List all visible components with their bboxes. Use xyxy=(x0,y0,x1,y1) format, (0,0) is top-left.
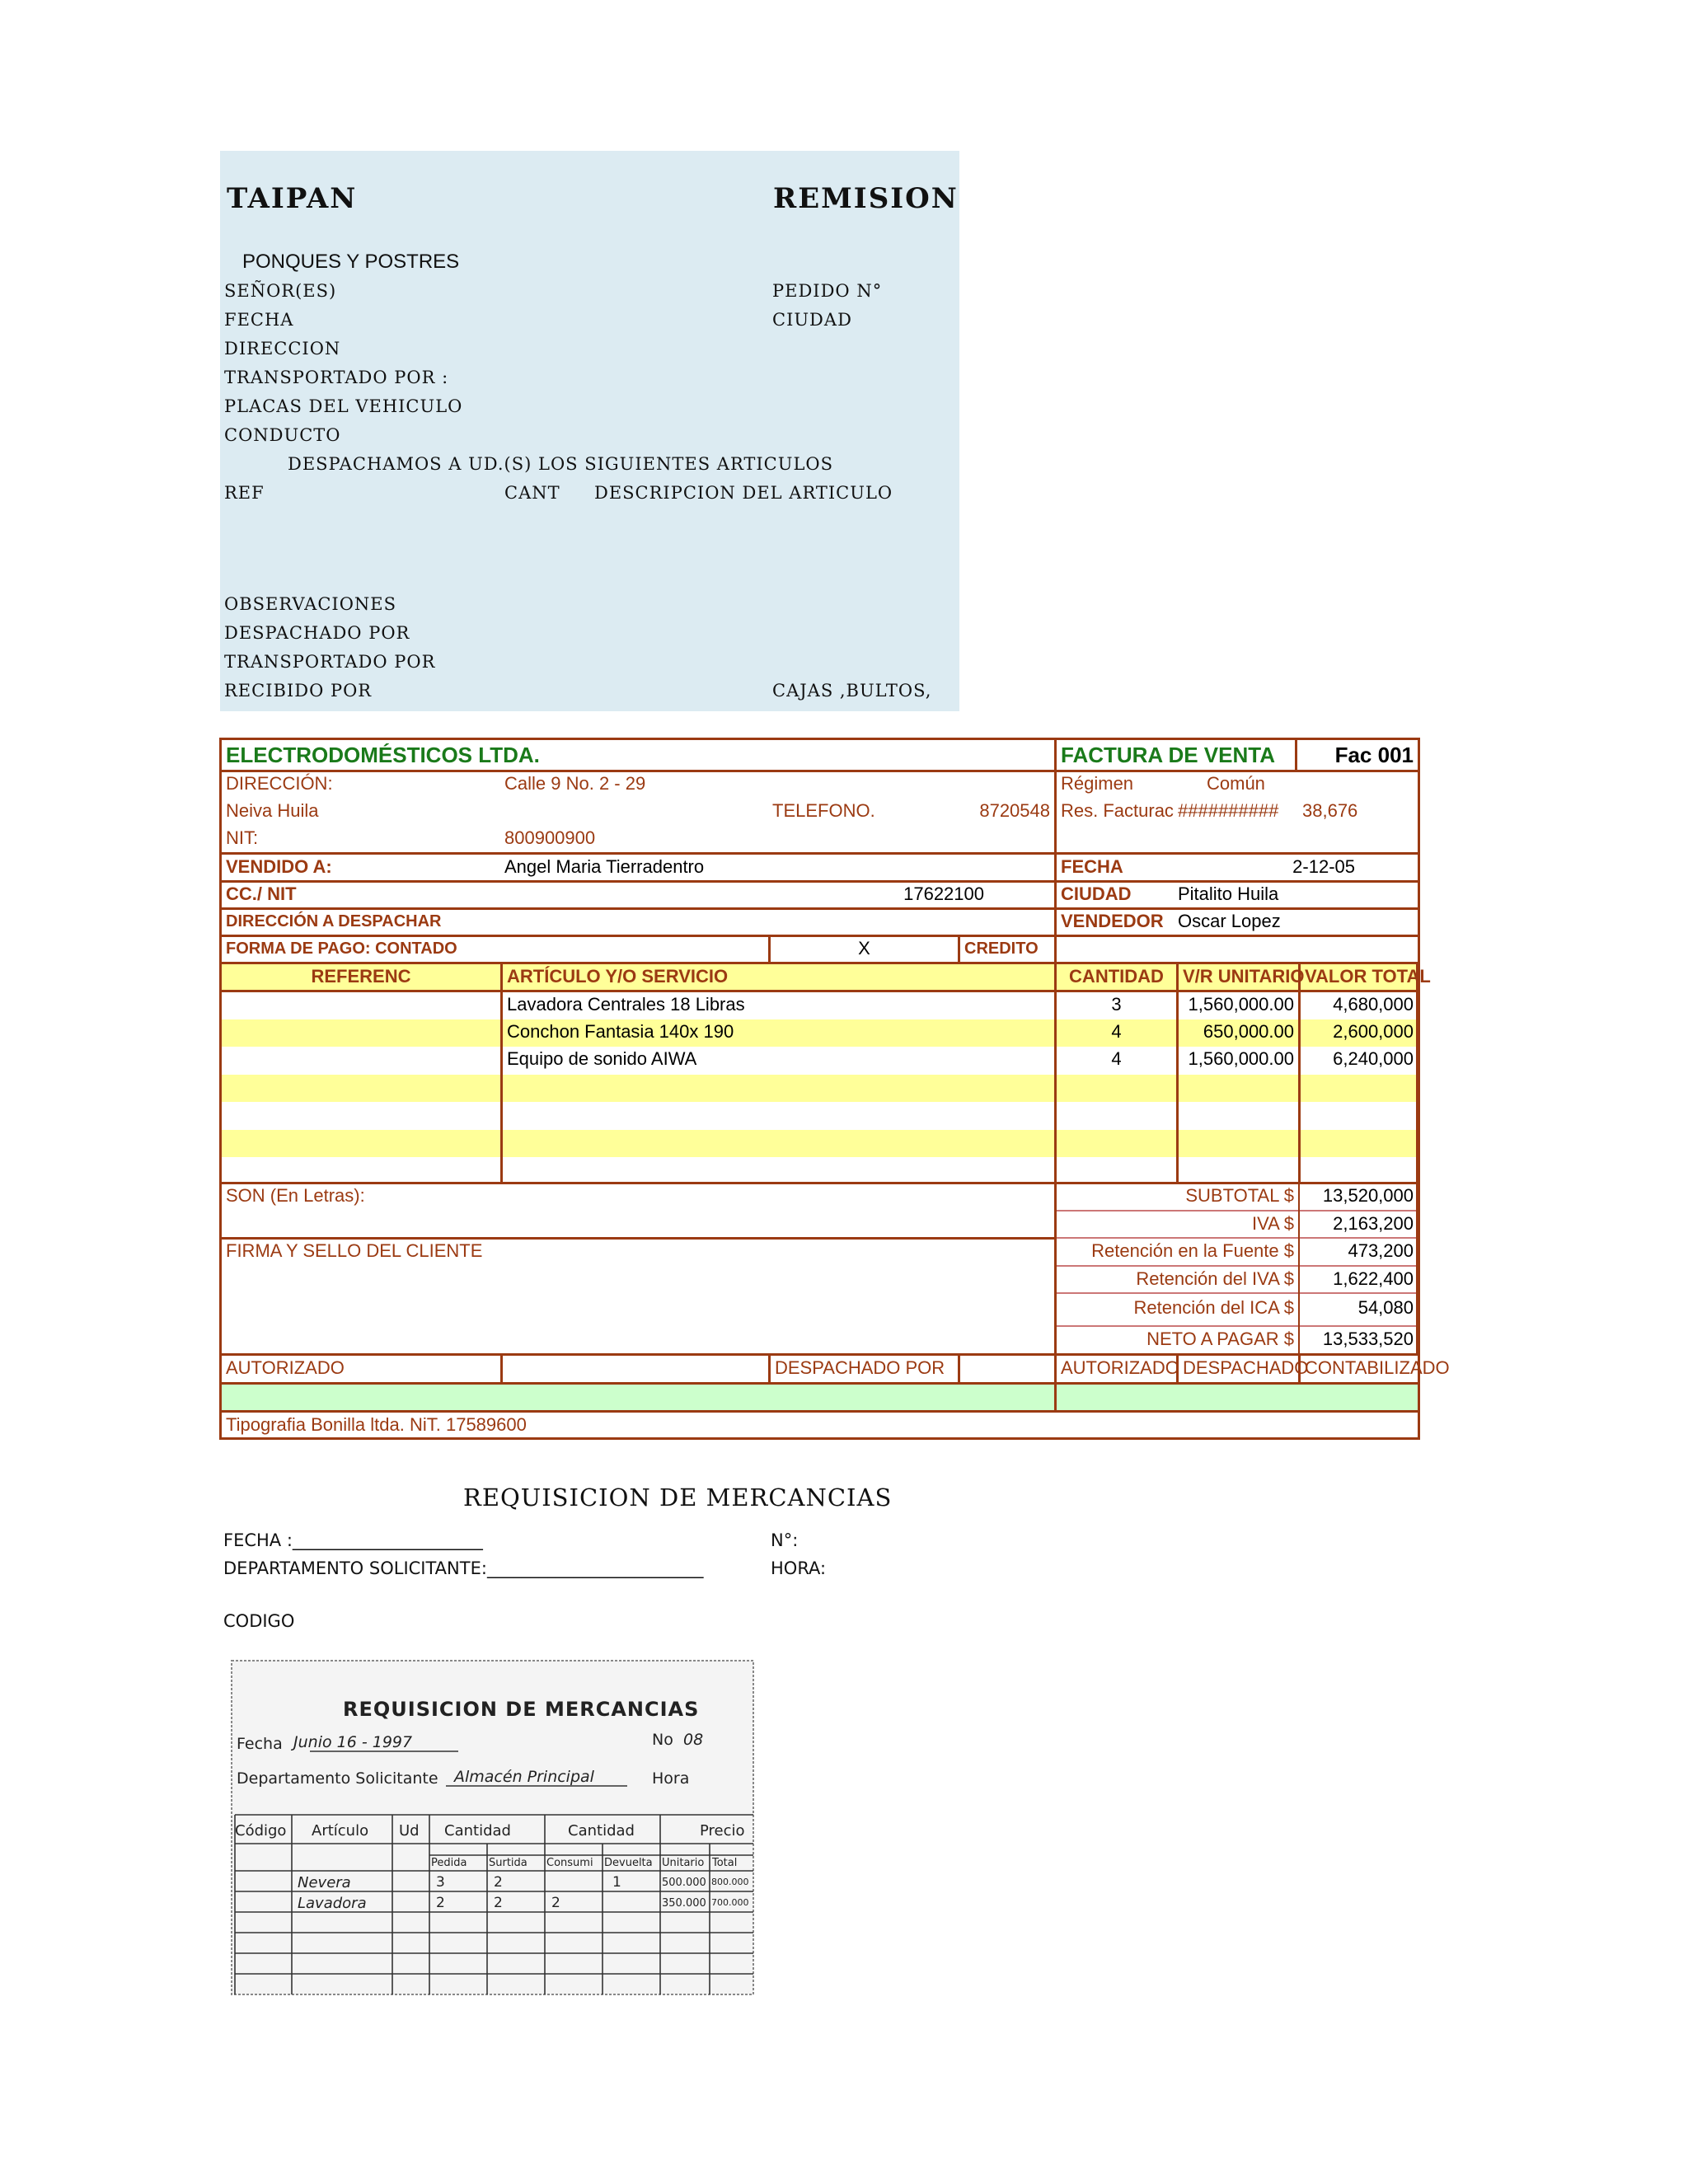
item-total: 2,600,000 xyxy=(1333,1021,1414,1042)
vendedor-value: Oscar Lopez xyxy=(1178,911,1281,931)
printer-footer: Tipografia Bonilla ltda. NiT. 17589600 xyxy=(226,1414,527,1435)
telefono-label: TELEFONO. xyxy=(772,800,875,821)
remision-form xyxy=(220,151,959,711)
scan-col-ud: Ud xyxy=(399,1822,420,1840)
scan-surtida: 2 xyxy=(494,1874,503,1891)
reteica-value: 54,080 xyxy=(1357,1297,1414,1318)
subtotal-label: SUBTOTAL $ xyxy=(1185,1185,1294,1206)
scan-title: REQUISICION DE MERCANCIAS xyxy=(343,1698,700,1721)
retefuente-value: 473,200 xyxy=(1348,1240,1414,1261)
col-cant: CANT xyxy=(504,483,560,503)
res-label: Res. Facturac xyxy=(1061,800,1174,821)
remision-subtitle: PONQUES Y POSTRES xyxy=(242,251,460,273)
credito-label: CREDITO xyxy=(964,940,1039,958)
contado-mark: X xyxy=(858,938,870,958)
col-total: VALOR TOTAL xyxy=(1305,966,1431,987)
invoice-form xyxy=(219,738,1450,1440)
scan-no-value: 08 xyxy=(683,1731,704,1749)
item-unitario: 1,560,000.00 xyxy=(1188,994,1294,1015)
scan-consumi: 2 xyxy=(551,1895,560,1911)
neto-value: 13,533,520 xyxy=(1322,1329,1414,1349)
col-referencia: REFERENC xyxy=(311,966,411,987)
scan-sub-consumi: Consumi xyxy=(546,1857,593,1869)
scan-devuelta: 1 xyxy=(612,1874,621,1891)
label-transportado-por: TRANSPORTADO POR xyxy=(224,652,436,672)
col-desc: DESCRIPCION DEL ARTICULO xyxy=(594,483,893,503)
scan-col-cantidad: Cantidad xyxy=(444,1822,511,1840)
req-codigo-label: CODIGO xyxy=(223,1611,295,1631)
scan-hora-label: Hora xyxy=(652,1769,690,1788)
forma-pago-label: FORMA DE PAGO: CONTADO xyxy=(226,940,457,958)
label-transportado: TRANSPORTADO POR : xyxy=(224,368,449,387)
dir-despachar-label: DIRECCIÓN A DESPACHAR xyxy=(226,912,442,930)
col-cantidad: CANTIDAD xyxy=(1069,966,1164,987)
ccnit-label: CC./ NIT xyxy=(226,883,297,904)
iva-label: IVA $ xyxy=(1252,1213,1294,1234)
retefuente-label: Retención en la Fuente $ xyxy=(1091,1240,1294,1261)
item-total: 4,680,000 xyxy=(1333,994,1414,1015)
scan-articulo: Nevera xyxy=(298,1874,351,1891)
label-conducto: CONDUCTO xyxy=(224,425,341,445)
req-numero-label: N°: xyxy=(771,1530,799,1550)
item-unitario: 1,560,000.00 xyxy=(1188,1048,1294,1069)
scan-depto-value: Almacén Principal xyxy=(454,1768,594,1786)
scan-sub-pedida: Pedida xyxy=(431,1857,467,1869)
label-recibido: RECIBIDO POR xyxy=(224,681,373,701)
dispatch-text: DESPACHAMOS A UD.(S) LOS SIGUIENTES ARTICULOS xyxy=(288,454,833,474)
label-despachado: DESPACHADO POR xyxy=(224,623,410,643)
bottom-autorizado: AUTORIZADO xyxy=(1061,1357,1179,1378)
ciudad-value: Pitalito Huila xyxy=(1178,883,1279,904)
firma-label: FIRMA Y SELLO DEL CLIENTE xyxy=(226,1240,483,1261)
scan-depto-label: Departamento Solicitante xyxy=(237,1769,438,1788)
scan-surtida: 2 xyxy=(494,1895,503,1911)
bottom-contabilizado: CONTABILIZADO xyxy=(1305,1357,1450,1378)
label-observaciones: OBSERVACIONES xyxy=(224,594,397,614)
green-row-bg xyxy=(222,1383,1418,1410)
nit-value: 800900900 xyxy=(504,827,596,848)
remision-company: TAIPAN xyxy=(227,182,358,215)
item-unitario: 650,000.00 xyxy=(1203,1021,1294,1042)
item-cantidad: 4 xyxy=(1111,1021,1122,1042)
scan-col-codigo: Código xyxy=(235,1822,287,1840)
invoice-company: ELECTRODOMÉSTICOS LTDA. xyxy=(226,743,540,767)
ciudad-label: CIUDAD xyxy=(1061,883,1132,904)
remision-title: REMISION xyxy=(773,182,959,215)
city-value: Neiva Huila xyxy=(226,800,319,821)
fecha-label: FECHA xyxy=(1061,856,1123,877)
scan-unitario: 500.000 xyxy=(662,1877,706,1889)
item-articulo: Lavadora Centrales 18 Libras xyxy=(507,994,745,1015)
label-pedido: PEDIDO N° xyxy=(772,281,883,301)
scan-pedida: 3 xyxy=(436,1874,445,1891)
stripe-row-bg xyxy=(222,1130,1418,1157)
label-fecha: FECHA xyxy=(224,310,294,330)
iva-value: 2,163,200 xyxy=(1333,1213,1414,1234)
item-articulo: Equipo de sonido AIWA xyxy=(507,1048,697,1069)
subtotal-value: 13,520,000 xyxy=(1322,1185,1414,1206)
label-ciudad: CIUDAD xyxy=(772,310,852,330)
req-depto-label: DEPARTAMENTO SOLICITANTE: xyxy=(223,1558,487,1578)
req-fecha xyxy=(223,1530,483,1550)
reteiva-label: Retención del IVA $ xyxy=(1136,1268,1294,1289)
scan-total: 700.000 xyxy=(711,1897,749,1908)
scan-fecha-value: Junio 16 - 1997 xyxy=(293,1733,413,1751)
neto-label: NETO A PAGAR $ xyxy=(1146,1329,1294,1349)
regimen-value: Común xyxy=(1207,773,1265,794)
scan-unitario: 350.000 xyxy=(662,1897,706,1910)
vendedor-label: VENDEDOR xyxy=(1061,911,1164,931)
reteica-label: Retención del ICA $ xyxy=(1133,1297,1294,1318)
col-unitario: V/R UNITARIO xyxy=(1183,966,1305,987)
vendido-label: VENDIDO A: xyxy=(226,856,332,877)
scan-col-cantidad-2: Cantidad xyxy=(568,1822,635,1840)
item-cantidad: 3 xyxy=(1111,994,1122,1015)
scanned-requisition-image xyxy=(232,1661,753,1994)
label-senores: SEÑOR(ES) xyxy=(224,281,337,301)
label-direccion: DIRECCION xyxy=(224,339,341,359)
scan-sub-devuelta: Devuelta xyxy=(604,1857,653,1869)
scan-fecha-label: Fecha xyxy=(237,1735,283,1753)
scan-sub-unitario: Unitario xyxy=(662,1857,705,1869)
req-depto-line: _________________________ xyxy=(486,1558,704,1578)
scan-no-label: No xyxy=(652,1731,673,1749)
req-fecha-line: ______________________ xyxy=(292,1530,483,1550)
direccion-value: Calle 9 No. 2 - 29 xyxy=(504,773,646,794)
res-hash: ########## xyxy=(1178,800,1279,821)
scan-total: 800.000 xyxy=(711,1877,749,1887)
bottom-despachado: DESPACHADO xyxy=(1183,1357,1309,1378)
nit-label: NIT: xyxy=(226,827,259,848)
requisicion-title: REQUISICION DE MERCANCIAS xyxy=(463,1483,893,1511)
item-articulo: Conchon Fantasia 140x 190 xyxy=(507,1021,734,1042)
scan-col-articulo: Artículo xyxy=(312,1822,369,1840)
ccnit-value: 17622100 xyxy=(903,883,984,904)
col-ref: REF xyxy=(224,483,265,503)
scan-sub-surtida: Surtida xyxy=(489,1857,528,1869)
res-value: 38,676 xyxy=(1302,800,1358,821)
scan-pedida: 2 xyxy=(436,1895,445,1911)
label-cajas: CAJAS ,BULTOS, xyxy=(772,681,932,701)
stripe-row-bg xyxy=(222,1075,1418,1102)
invoice-number: Fac 001 xyxy=(1334,743,1414,767)
son-label: SON (En Letras): xyxy=(226,1185,365,1206)
req-fecha-label: FECHA : xyxy=(223,1530,293,1550)
item-cantidad: 4 xyxy=(1111,1048,1122,1069)
scan-articulo: Lavadora xyxy=(298,1895,367,1912)
telefono-value: 8720548 xyxy=(979,800,1050,821)
reteiva-value: 1,622,400 xyxy=(1333,1268,1414,1289)
item-total: 6,240,000 xyxy=(1333,1048,1414,1069)
despachado-label: DESPACHADO POR xyxy=(775,1357,945,1378)
autorizado-label: AUTORIZADO xyxy=(226,1357,345,1378)
req-hora-label: HORA: xyxy=(771,1558,827,1578)
label-placas: PLACAS DEL VEHICULO xyxy=(224,396,463,416)
vendido-value: Angel Maria Tierradentro xyxy=(504,856,705,877)
req-depto xyxy=(223,1558,703,1578)
scan-col-precio: Precio xyxy=(700,1822,745,1840)
scan-sub-total: Total xyxy=(712,1857,738,1869)
invoice-title: FACTURA DE VENTA xyxy=(1061,743,1275,767)
col-articulo: ARTÍCULO Y/O SERVICIO xyxy=(507,966,729,987)
regimen-label: Régimen xyxy=(1061,773,1134,794)
direccion-label: DIRECCIÓN: xyxy=(226,773,333,794)
fecha-value: 2-12-05 xyxy=(1292,856,1355,877)
